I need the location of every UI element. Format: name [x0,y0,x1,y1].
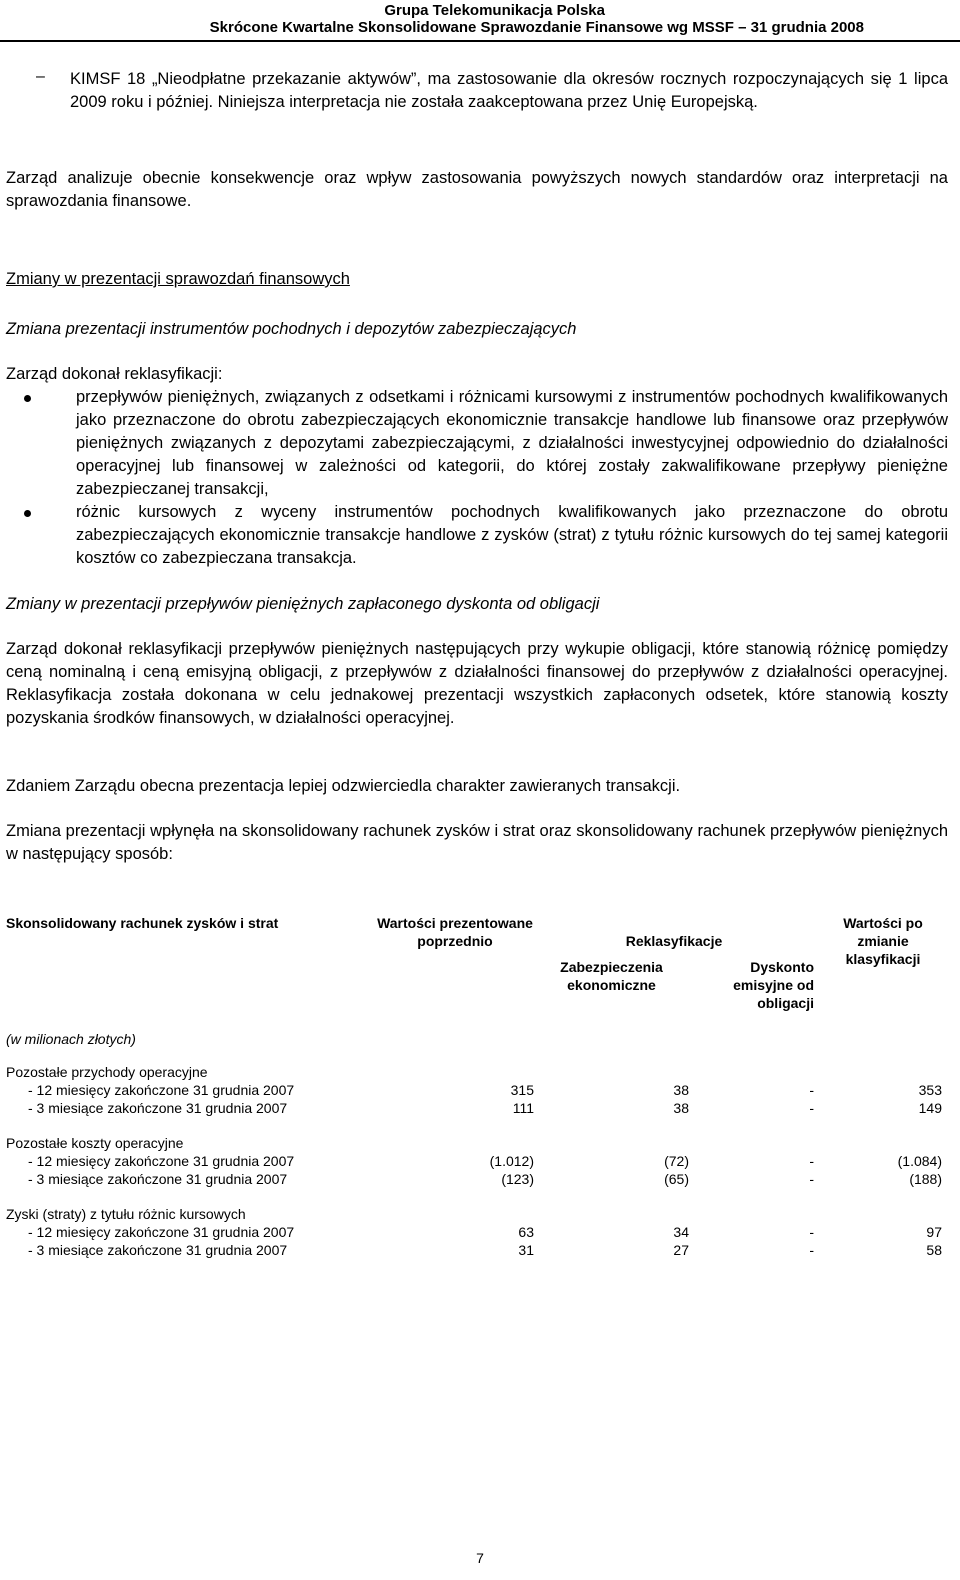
cell-after: 149 [918,1100,942,1116]
table-unit: (w milionach złotych) [6,1031,136,1047]
standard-list-item [36,68,948,114]
cell-hedge: 34 [673,1224,689,1240]
cell-hedge: 27 [673,1242,689,1258]
col-header-prev: Wartości prezentowane poprzednio [377,915,533,949]
subsection-title-bonds: Zmiany w prezentacji przepływów pieniężnych zapłaconego dyskonta od obligacji [6,595,600,613]
cell-after: 97 [926,1224,942,1240]
subsection2-title-block [6,593,948,616]
analysis-paragraph-block [6,167,948,213]
row-label: - 12 miesięcy zakończone 31 grudnia 2007 [28,1153,295,1169]
bonds-paragraph-block [6,638,948,730]
cell-prev: (1.012) [489,1153,534,1169]
subsection-title-block [6,318,948,341]
cell-prev: 315 [510,1082,534,1098]
row-label: - 12 miesięcy zakończone 31 grudnia 2007 [28,1224,295,1240]
col-header-reclass: Reklasyfikacje [625,933,723,949]
cell-hedge: (72) [664,1153,689,1169]
cell-discount: - [809,1153,814,1169]
cell-discount: - [809,1171,814,1187]
cell-discount: - [809,1224,814,1240]
standard-description: KIMSF 18 „Nieodpłatne przekazanie aktywów”, ma zastosowanie dla okresów rocznych rozpoczynających się 1 lipca 2009 roku i później. Niniejsza interpretacja nie została zaakceptowana przez Unię Europejską. [70,70,948,111]
col-header-discount: Dyskonto emisyjne od obligacji [733,959,814,1011]
cell-discount: - [809,1100,814,1116]
dash-marker: – [36,68,45,85]
opinion-paragraph-block [6,775,948,798]
opinion-paragraph: Zdaniem Zarządu obecna prezentacja lepiej odzwierciedla charakter zawieranych transakcji. [6,777,681,795]
income-statement-reclass-table [6,914,942,1259]
row-label: - 12 miesięcy zakończone 31 grudnia 2007 [28,1082,295,1098]
company-name: Grupa Telekomunikacja Polska [384,2,605,19]
impact-paragraph-block [6,820,948,866]
table-row [6,1081,942,1099]
page-number: 7 [476,1550,484,1566]
cell-hedge: 38 [673,1082,689,1098]
reclass-bullet-list [24,386,948,570]
analysis-paragraph: Zarząd analizuje obecnie konsekwencje oraz wpływ zastosowania powyższych nowych standardów oraz interpretacji na sprawozdania finansowe. [6,169,948,210]
subsection-title-derivatives: Zmiana prezentacji instrumentów pochodnych i depozytów zabezpieczających [6,320,577,338]
cell-discount: - [809,1242,814,1258]
group-label: Zyski (straty) z tytułu różnic kursowych [6,1206,246,1222]
cell-hedge: (65) [664,1171,689,1187]
bonds-paragraph: Zarząd dokonał reklasyfikacji przepływów pieniężnych następujących przy wykupie obligacji, które stanowią różnicę pomiędzy ceną nominalną i ceną emisyjną obligacji, z przepływów z działalności finansowej do przepływów z działalności operacyjnej. Reklasyfikacja została dokonana w celu jednakowej prezentacji wszystkich zapłaconych odsetek, które stanowią koszty pozyskania środków finansowych, w działalności operacyjnej. [6,640,948,727]
group-label: Pozostałe koszty operacyjne [6,1135,184,1151]
cell-prev: 63 [518,1224,534,1240]
impact-paragraph: Zmiana prezentacji wpłynęła na skonsolidowany rachunek zysków i strat oraz skonsolidowany rachunek przepływów pieniężnych w następujący sposób: [6,822,948,863]
table-row [6,1223,942,1241]
cell-prev: 31 [518,1242,534,1258]
table-row [6,1241,942,1259]
bullet-text: różnic kursowych z wyceny instrumentów pochodnych kwalifikowanych jako przeznaczone do obrotu zabezpieczających ekonomicznie transakcje handlowe z zysków (strat) z tytułu różnic kursowych do tej samej kategorii kosztów co zabezpieczana transakcja. [76,503,948,567]
group-label: Pozostałe przychody operacyjne [6,1064,208,1080]
reclass-intro-block [6,363,948,386]
col-header-after: Wartości po zmianie klasyfikacji [843,915,923,967]
col-header-hedge: Zabezpieczenia ekonomiczne [560,959,663,993]
table-row [6,1099,942,1117]
list-item [24,386,948,501]
cell-hedge: 38 [673,1100,689,1116]
table-row [6,1170,942,1188]
row-label: - 3 miesiące zakończone 31 grudnia 2007 [28,1100,288,1116]
cell-discount: - [809,1082,814,1098]
row-label: - 3 miesiące zakończone 31 grudnia 2007 [28,1171,288,1187]
reclass-intro: Zarząd dokonał reklasyfikacji: [6,365,223,383]
cell-after: 58 [926,1242,942,1258]
table-title: Skonsolidowany rachunek zysków i strat [6,915,279,931]
table-row [6,1152,942,1170]
row-label: - 3 miesiące zakończone 31 grudnia 2007 [28,1242,288,1258]
cell-after: 353 [918,1082,942,1098]
cell-after: (1.084) [897,1153,942,1169]
header-rule [0,40,960,42]
page-header [0,0,960,42]
cell-prev: (123) [501,1171,534,1187]
bullet-marker [24,395,31,402]
section-title: Zmiany w prezentacji sprawozdań finansowych [6,270,350,288]
cell-prev: 111 [512,1100,534,1116]
report-title: Skrócone Kwartalne Skonsolidowane Sprawozdanie Finansowe wg MSSF – 31 grudnia 2008 [209,19,864,36]
cell-after: (188) [909,1171,942,1187]
bullet-marker [24,510,31,517]
section-title-block [6,268,948,291]
bullet-text: przepływów pieniężnych, związanych z odsetkami i różnicami kursowymi z instrumentów pochodnych kwalifikowanych jako przeznaczone do obrotu zabezpieczających ekonomicznie transakcje handlowe lub finansowe oraz przepływów pieniężnych związanych z depozytami zabezpieczającymi, z działalności inwestycyjnej odpowiednio do działalności operacyjnej lub finansowej w zależności od kategorii, do której zostały zakwalifikowane przepływy pieniężne zabezpieczanej transakcji, [76,388,948,498]
list-item [24,501,948,570]
